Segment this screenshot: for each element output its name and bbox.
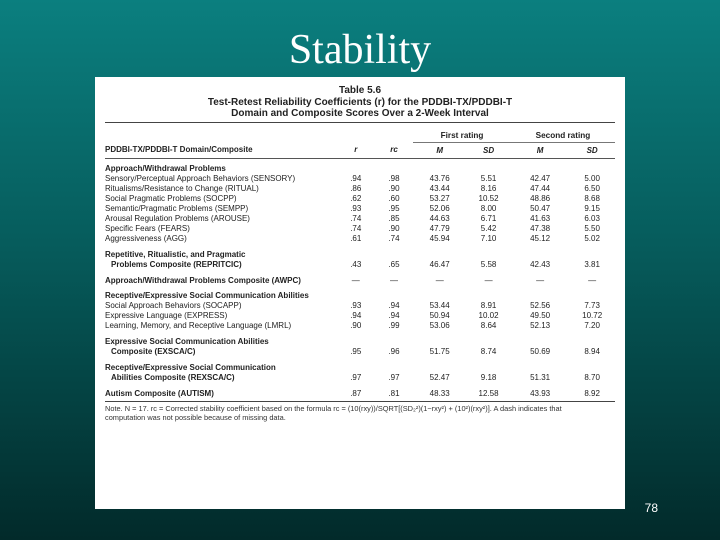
col-header-m1: M [413, 142, 466, 158]
table-note-line-2: computation was not possible because of missing data. [105, 413, 286, 422]
composite-row: Problems Composite (REPRITCIC) .43 .65 46.47 5.58 42.43 3.81 [111, 259, 600, 269]
reliability-table [105, 122, 615, 402]
col-header-r: r [337, 142, 375, 158]
section-heading: Receptive/Expressive Social Communication Abilities [105, 290, 309, 300]
table-row: Social Approach Behaviors (SOCAPP) .93 .94 53.44 8.91 52.56 7.73 [105, 300, 600, 310]
table-row: Learning, Memory, and Receptive Language (LMRL) .90 .99 53.06 8.64 52.13 7.20 [105, 320, 600, 330]
first-rating-header: First rating [413, 127, 511, 143]
table-row: Arousal Regulation Problems (AROUSE) .74 .85 44.63 6.71 41.63 6.03 [105, 213, 600, 223]
table-row: Specific Fears (FEARS) .74 .90 47.79 5.42 47.38 5.50 [105, 223, 600, 233]
table-image [95, 77, 625, 509]
page-number: 78 [644, 501, 658, 515]
composite-row: Approach/Withdrawal Problems Composite (AWPC) — — — — — — [105, 275, 597, 285]
table-row: Semantic/Pragmatic Problems (SEMPP) .93 .95 52.06 8.00 50.47 9.15 [105, 203, 600, 213]
table-title-line-1: Test-Retest Reliability Coefficients (r) for the PDDBI-TX/PDDBI-T [207, 96, 513, 108]
table-row: Aggressiveness (AGG) .61 .74 45.94 7.10 45.12 5.02 [105, 233, 600, 243]
slide-title: Stability [288, 27, 432, 73]
composite-row: Abilities Composite (REXSCA/C) .97 .97 52.47 9.18 51.31 8.70 [111, 372, 600, 382]
col-header-domain: PDDBI-TX/PDDBI-T Domain/Composite [105, 142, 337, 158]
table-row: Ritualisms/Resistance to Change (RITUAL) .86 .90 43.44 8.16 47.44 6.50 [105, 183, 600, 193]
section-heading: Approach/Withdrawal Problems [105, 163, 226, 173]
col-header-m2: M [511, 142, 569, 158]
table-note [105, 404, 615, 423]
composite-row: Autism Composite (AUTISM) .87 .81 48.33 12.58 43.93 8.92 [105, 388, 600, 398]
col-header-sd1: SD [466, 142, 511, 158]
table-row: Expressive Language (EXPRESS) .94 .94 50.94 10.02 49.50 10.72 [105, 310, 603, 320]
table-title-line-2: Domain and Composite Scores Over a 2-Week Interval [231, 108, 489, 119]
composite-row: Repetitive, Ritualistic, and Pragmatic [105, 249, 246, 259]
composite-row: Expressive Social Communication Abilities [105, 336, 269, 346]
col-header-rc: rc [375, 142, 413, 158]
table-row: Social Pragmatic Problems (SOCPP) .62 .60 53.27 10.52 48.86 8.68 [105, 193, 600, 203]
col-header-sd2: SD [569, 142, 615, 158]
table-row: Sensory/Perceptual Approach Behaviors (SENSORY) .94 .98 43.76 5.51 42.47 5.00 [105, 173, 600, 183]
table-note-line-1: Note. N = 17. rc = Corrected stability coefficient based on the formula rc = (10(rxy))/SQRT[(SD₂²)(1−rxy²) + (10²)(rxy²)]. A dash indicates that [105, 403, 562, 413]
table-label: Table 5.6 [338, 85, 382, 96]
table-caption [105, 85, 615, 120]
composite-row: Receptive/Expressive Social Communication [105, 362, 276, 372]
composite-row: Composite (EXSCA/C) .95 .96 51.75 8.74 50.69 8.94 [111, 346, 600, 356]
second-rating-header: Second rating [511, 127, 615, 143]
